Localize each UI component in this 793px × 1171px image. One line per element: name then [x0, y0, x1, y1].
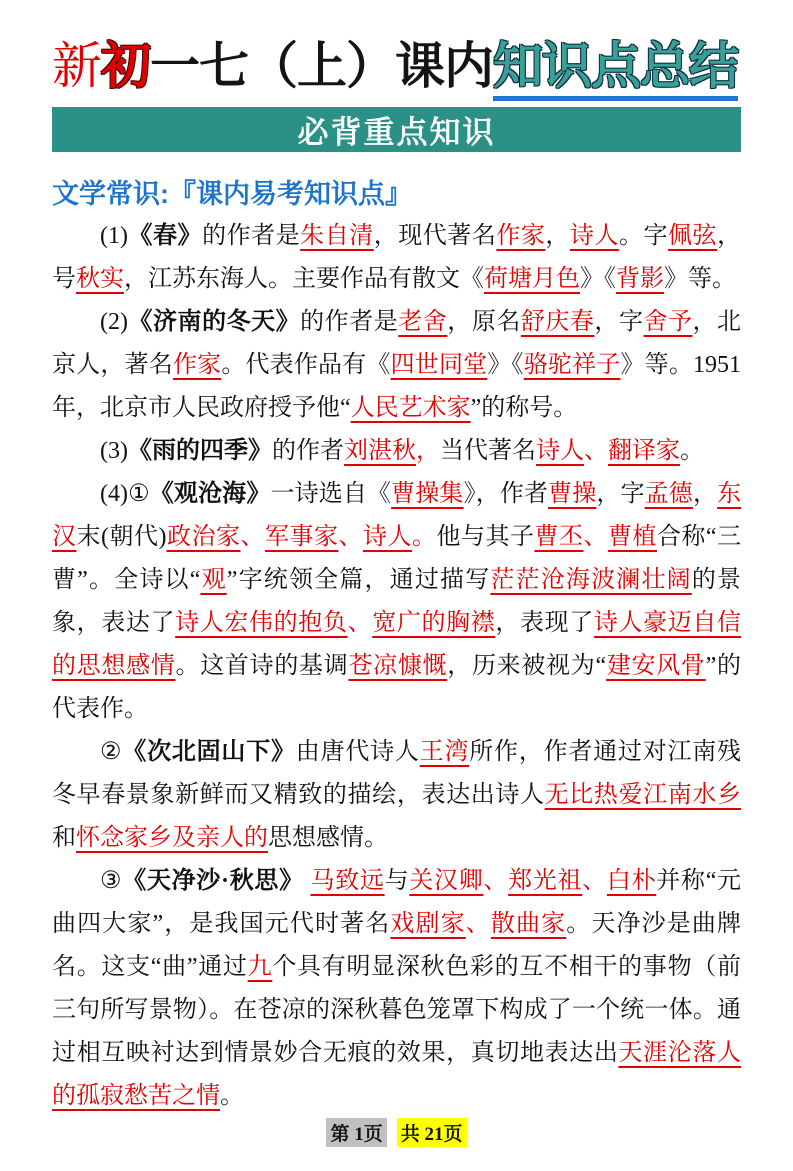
text-run: 天涯沦落人的孤寂愁苦之情	[52, 1040, 742, 1109]
text-run: 的景象，表达了	[52, 567, 742, 636]
text-run: ，	[545, 223, 570, 249]
text-run: ，原名	[447, 309, 521, 335]
text-run: 》，作者	[463, 481, 549, 507]
banner-must-memorize	[52, 107, 741, 152]
banner-text: 必背重点知识	[297, 115, 496, 150]
text-run: 无比热爱江南水乡	[544, 782, 742, 808]
text-run: 。	[411, 524, 437, 550]
text-run: 骆驼祥子	[523, 352, 621, 378]
text-run: 戏剧家	[390, 911, 466, 937]
text-run: 作家	[496, 223, 546, 249]
text-run: 、	[583, 438, 608, 464]
text-run: ”的代表作。	[52, 653, 741, 722]
text-run: 个具有明显深秋色彩的互不相干的事物（前三句所写景物）。在苍凉的深秋暮色笼罩下构成了一个统一体。通过相互映衬达到情景妙合无痕的效果，真切地表达出	[52, 954, 741, 1066]
text-run: 合称“三曹”。全诗以“	[52, 524, 742, 593]
text-run: 、	[582, 868, 607, 894]
text-run: 《雨的四季》	[127, 438, 272, 464]
text-run: 作家	[172, 352, 222, 378]
text-run: ③	[100, 868, 123, 894]
text-run: ，号	[52, 223, 742, 292]
text-run: (1)	[100, 223, 128, 249]
text-run: 。	[220, 1083, 244, 1109]
text-run: 关汉卿	[409, 868, 484, 894]
text-run: 《天净沙·秋思》	[122, 868, 304, 894]
text-run: 并称“元曲四大家”，是我国元代时著名	[52, 868, 742, 937]
text-run: 翻译家	[607, 438, 680, 464]
text-run: 散曲家	[490, 911, 567, 937]
text-run: 人民艺术家	[350, 395, 471, 421]
text-run: 思想感情。	[268, 825, 388, 851]
text-run: 一诗选自《	[270, 481, 392, 507]
text-run: ，	[692, 481, 718, 507]
text-run: ，表现了	[495, 610, 594, 636]
text-run: 诗人	[362, 524, 412, 550]
text-run: 舍予	[643, 309, 693, 335]
text-run: ，北京人，著名	[52, 309, 742, 378]
text-run: 和	[52, 825, 76, 851]
text-run: 的作者是	[300, 309, 399, 335]
text-run: ，江苏东海人。主要作品有散文《	[124, 266, 484, 292]
text-run: 东汉	[52, 481, 742, 550]
text-run: 老舍	[398, 309, 448, 335]
text-run: 马致远	[310, 868, 385, 894]
text-run: 背影	[616, 266, 664, 292]
text-run: 。	[679, 438, 704, 464]
text-run: 观	[200, 567, 227, 593]
paragraph-6	[52, 860, 741, 1118]
document-title	[52, 34, 741, 98]
content-paragraphs	[52, 215, 741, 1118]
text-run: ，字	[596, 481, 645, 507]
title-part-grade: 一七（上）课内	[150, 38, 493, 94]
text-run: 建安风骨	[606, 653, 706, 679]
title-part-chu: 初	[101, 38, 150, 94]
text-run: 怀念家乡及亲人的	[76, 825, 268, 851]
text-run: ，现代著名	[373, 223, 497, 249]
text-run: 》《	[487, 352, 524, 378]
text-run: ”的称号。	[470, 395, 578, 421]
text-run: 与	[384, 868, 410, 894]
text-run: 》等。1951 年，北京市人民政府授予他“	[52, 352, 742, 421]
text-run: 政治家	[166, 524, 241, 550]
text-run: 他与其子	[436, 524, 535, 550]
text-run: (3)	[100, 438, 128, 464]
text-run: 军事家	[264, 524, 339, 550]
page-footer	[52, 1118, 741, 1171]
text-run: 曹丕	[534, 524, 584, 550]
text-run: 、	[240, 524, 265, 550]
text-run: 末(朝代)	[76, 524, 167, 550]
text-run: 白朴	[606, 868, 657, 894]
text-run: ，	[415, 438, 440, 464]
text-run: (4)①	[100, 481, 150, 507]
text-run: 。天净沙是曲牌名。这支“曲”通过	[52, 911, 742, 980]
text-run: 。字	[618, 223, 669, 249]
text-run: 》等。	[664, 266, 736, 292]
text-run: ，历来被视为“	[447, 653, 607, 679]
paragraph-3	[52, 430, 741, 473]
text-run: 孟德	[644, 481, 693, 507]
text-run: 《观沧海》	[149, 481, 271, 507]
text-run: 《济南的冬天》	[127, 309, 301, 335]
text-run: 王湾	[419, 739, 470, 765]
text-run: 荷塘月色	[484, 266, 580, 292]
title-part-knowledge-summary: 知识点总结	[493, 38, 738, 101]
title-part-new: 新	[52, 38, 101, 94]
text-run: 诗人	[535, 438, 584, 464]
section-heading-literature: 文学常识:『课内易考知识点』	[52, 179, 412, 209]
text-run: 当代著名	[439, 438, 536, 464]
text-run: 曹操集	[391, 481, 464, 507]
text-run: 、	[583, 524, 608, 550]
text-run: 宽广的胸襟	[372, 610, 496, 636]
text-run: 的作者是	[202, 223, 301, 249]
text-run: 、	[347, 610, 373, 636]
paragraph-2	[52, 301, 741, 430]
text-run: 所作，作者通过对江南残冬早春景象新鲜而又精致的描绘，表达出诗人	[52, 739, 742, 808]
text-run: 。代表作品有《	[221, 352, 391, 378]
text-run: 、	[483, 868, 509, 894]
text-run: 佩弦	[668, 223, 718, 249]
text-run: 茫茫沧海波澜壮阔	[490, 567, 692, 593]
text-run: 苍凉慷慨	[348, 653, 448, 679]
text-run: 的作者	[271, 438, 344, 464]
text-run: 曹操	[548, 481, 597, 507]
text-run: 诗人宏伟的抱负	[175, 610, 348, 636]
total-pages-badge: 共 21页	[397, 1118, 467, 1147]
text-run: ”字统领全篇，通过描写	[226, 567, 491, 593]
text-run: (2)	[100, 309, 128, 335]
text-run: 舒庆春	[520, 309, 595, 335]
text-run: 。这首诗的基调	[175, 653, 349, 679]
text-run: 》《	[580, 266, 616, 292]
page-number-badge: 第 1页	[326, 1118, 386, 1147]
text-run: ，字	[594, 309, 644, 335]
text-run: 郑光祖	[508, 868, 583, 894]
text-run	[304, 868, 311, 894]
text-run: 秋实	[76, 266, 124, 292]
text-run: 诗人豪迈自信的思想感情	[52, 610, 742, 679]
paragraph-5	[52, 731, 741, 860]
text-run: 、	[465, 911, 491, 937]
text-run: 四世同堂	[390, 352, 488, 378]
text-run: ②	[100, 739, 123, 765]
paragraph-4	[52, 473, 741, 731]
paragraph-1	[52, 215, 741, 301]
text-run: 《次北固山下》	[122, 739, 296, 765]
text-run: 九	[247, 954, 273, 980]
text-run: 曹植	[607, 524, 657, 550]
text-run: 诗人	[569, 223, 619, 249]
text-run: 朱自清	[300, 223, 374, 249]
text-run: 《春》	[127, 223, 203, 249]
text-run: 、	[338, 524, 363, 550]
text-run: 刘湛秋	[343, 438, 416, 464]
text-run: 由唐代诗人	[295, 739, 420, 765]
